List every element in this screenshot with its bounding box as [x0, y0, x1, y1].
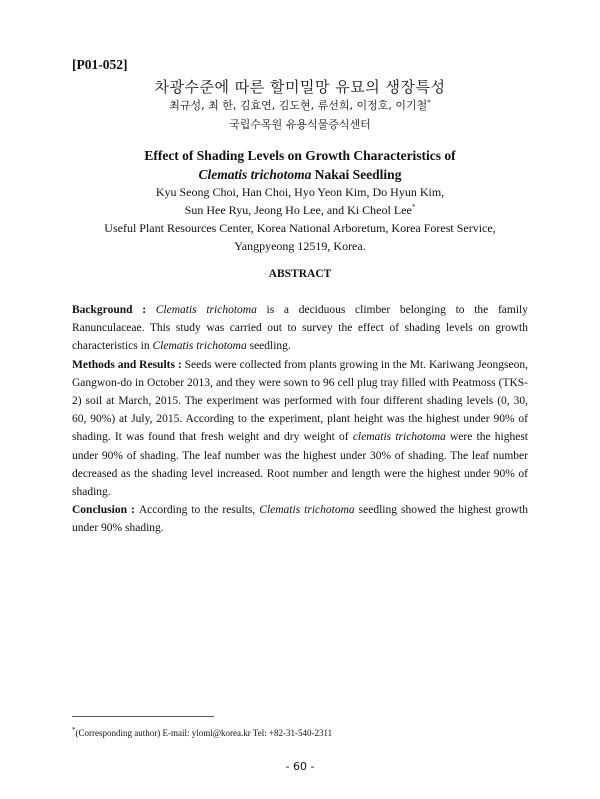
abstract-body: [72, 301, 528, 538]
conclusion-text-1: According to the results,: [138, 504, 260, 517]
footnote-rule: [72, 716, 214, 717]
conclusion-text-2: seedling showed the highest growth under 90% shading.: [72, 504, 528, 535]
methods-text-1: Seeds were collected from plants growing in the Mt. Kariwang Jeongseon, Gangwon-do in October 2013, and they were sown to 96 cell plug tray filled with Peatmoss (TKS-2) soil at March, 2015. The experiment was performed with four different shading levels (0, 30, 60, 90%) at July, 2015. According to the experiment, plant height was the highest under 90% of shading. It was found that fresh weight and dry weight of: [72, 358, 528, 444]
footnote-text: (Corresponding author) E-mail: yloml@korea.kr Tel: +82-31-540-2311: [75, 728, 333, 738]
english-title-rest: Nakai Seedling: [311, 167, 402, 182]
english-corresponding-mark: *: [411, 203, 416, 211]
background-species-1: Clematis trichotoma: [155, 304, 257, 316]
english-title-line1: Effect of Shading Levels on Growth Characteristics of: [144, 148, 456, 163]
conclusion-label: Conclusion :: [72, 504, 139, 517]
korean-title: 차광수준에 따른 할미밀망 유묘의 생장특성: [154, 78, 446, 96]
korean-corresponding-mark: *: [427, 98, 431, 107]
background-label: Background :: [72, 304, 156, 316]
methods-species: clematis trichotoma: [352, 431, 446, 444]
background-species-2: Clematis trichotoma: [152, 340, 247, 353]
methods-text-2: were the highest under 90% of shading. The leaf number was the highest under 30% of shading. The leaf number decreased as the shading level increased. Root number and length were the highest under 90% of shading.: [72, 431, 528, 499]
methods-label: Methods and Results :: [72, 358, 185, 371]
poster-code: [P01-052]: [72, 57, 128, 72]
english-title-line2: [0, 167, 600, 183]
background-text-1: is a deciduous climber belonging to the family Ranunculaceae. This study was carried out to survey the effect of shading levels on growth characteristics in: [72, 304, 528, 353]
footnote: [72, 726, 332, 738]
methods-paragraph: [72, 356, 528, 502]
korean-authors: [0, 97, 600, 113]
conclusion-paragraph: [72, 501, 528, 537]
english-authors-line2: [0, 203, 600, 218]
background-paragraph: [72, 301, 528, 356]
english-affiliation-line2: Yangpyeong 12519, Korea.: [234, 239, 366, 253]
conclusion-species: Clematis trichotoma: [259, 504, 355, 517]
english-affiliation-line1: Useful Plant Resources Center, Korea National Arboretum, Korea Forest Service,: [104, 221, 496, 235]
background-text-2: seedling.: [246, 340, 291, 353]
english-author-list: Sun Hee Ryu, Jeong Ho Lee, and Ki Cheol Lee: [184, 203, 412, 217]
korean-affiliation: 국립수목원 유용식물증식센터: [229, 118, 371, 131]
footnote-mark: *: [72, 726, 76, 734]
english-authors-line1: Kyu Seong Choi, Han Choi, Hyo Yeon Kim, Do Hyun Kim,: [155, 185, 445, 199]
species-name: Clematis trichotoma: [198, 167, 312, 182]
page-number: - 60 -: [285, 760, 315, 773]
korean-author-list: 최규성, 최 한, 김효연, 김도현, 류선희, 이정호, 이기철: [169, 99, 428, 112]
abstract-heading: ABSTRACT: [268, 268, 332, 280]
